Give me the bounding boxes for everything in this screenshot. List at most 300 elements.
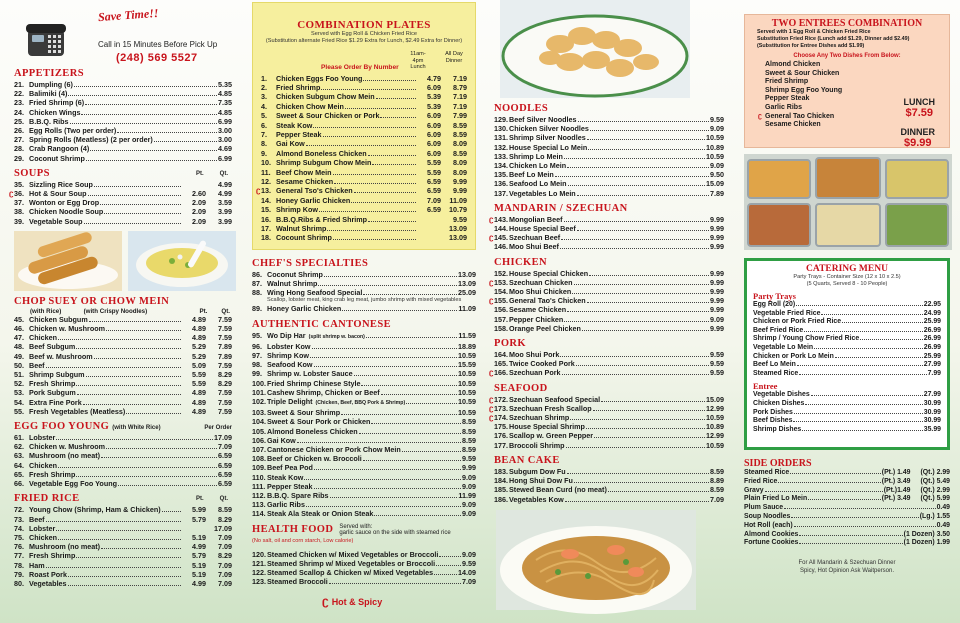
egg-foo-young-title: [14, 421, 232, 432]
item-number-text: 145.: [494, 233, 508, 243]
item-name: Beef: [29, 514, 45, 524]
menu-item: [494, 350, 724, 359]
item-number-text: 158.: [494, 323, 508, 333]
item-name: Walnut Shrimp: [267, 279, 318, 289]
item-name: Orange Peel Chicken: [509, 323, 581, 333]
dot-leader: [104, 213, 181, 214]
item-price: 9.99: [710, 296, 724, 306]
item-price: 10.59: [458, 378, 476, 388]
item-price-quart: 7.59: [218, 333, 232, 343]
item-number-text: 98.: [252, 360, 262, 370]
menu-item: [14, 479, 232, 488]
item-name: Dumpling (6): [29, 80, 73, 89]
item-number-text: 21.: [14, 80, 24, 89]
item-price: 10.59: [458, 408, 476, 418]
item-number-text: 78.: [14, 560, 24, 570]
dot-leader: [86, 376, 181, 377]
dot-leader: [363, 80, 416, 81]
item-number-text: 172.: [494, 394, 508, 404]
item-number-text: 7.: [261, 129, 267, 139]
dot-leader: [359, 433, 461, 434]
item-name: Seafood Lo Mein: [509, 179, 567, 189]
dot-leader: [81, 114, 217, 115]
lunch-price: $7.59: [905, 107, 934, 119]
item-number-text: 15.: [261, 205, 271, 215]
item-number-text: 174.: [494, 413, 508, 423]
menu-item: [261, 83, 467, 92]
combination-header: [261, 51, 467, 71]
item-name: Beef Chow Mein: [276, 167, 332, 177]
item-name: Seafood Kow: [267, 360, 313, 370]
item-number-text: 52.: [14, 379, 24, 389]
item-number-text: 100.: [252, 378, 266, 388]
item-price-quart: 4.99: [218, 179, 232, 189]
egg-rolls-photo: [14, 231, 122, 291]
item-name: Sesame Chicken: [509, 305, 567, 315]
menu-item: [261, 74, 467, 83]
menu-item: [14, 470, 232, 479]
menu-item: [14, 579, 232, 588]
item-price-quart: 7.59: [218, 388, 232, 398]
side-order-name: Soup Noodles: [744, 512, 791, 520]
item-price-pint: 5.19: [192, 532, 206, 542]
dot-leader: [118, 485, 217, 486]
item-price: 4.85: [218, 107, 232, 117]
item-name: Beef: [29, 360, 45, 370]
item-name: Balimiki (4): [29, 89, 68, 99]
menu-item: [489, 296, 724, 306]
health-title-text: HEALTH FOOD: [252, 523, 334, 535]
item-number: [14, 398, 29, 407]
menu-item: [494, 422, 724, 431]
item-price-dinner: 8.79: [453, 82, 467, 92]
item-name: House Special Chicken: [509, 268, 589, 278]
item-price: 9.50: [710, 170, 724, 180]
item-price-pint: 4.89: [192, 388, 206, 398]
dot-leader: [306, 145, 416, 146]
menu-item: [14, 398, 232, 407]
item-name: Szechuan Pork: [509, 368, 561, 378]
menu-item: [14, 333, 232, 342]
item-name: Shrimp w. Lobster Sauce: [267, 369, 353, 379]
item-price: 15.09: [706, 394, 724, 404]
dot-leader: [312, 348, 457, 349]
catering-item: [753, 310, 941, 319]
catering-trays-image: [744, 154, 952, 250]
item-number: [252, 397, 267, 406]
item-price-quart: 7.59: [218, 406, 232, 416]
side-order-name: Fried Rice: [744, 477, 778, 485]
item-number-text: 10.: [261, 158, 271, 168]
hot-pepper-icon: ʗ: [489, 394, 494, 404]
dinner-price: $9.99: [903, 137, 932, 149]
item-price-lunch: 5.59: [427, 158, 441, 168]
mandarin-list: [489, 214, 724, 252]
dot-leader: [372, 164, 416, 165]
dot-leader: [555, 176, 709, 177]
item-price-quart: 7.09: [218, 560, 232, 570]
item-number: [261, 233, 276, 242]
item-number: [252, 369, 267, 378]
item-number-text: 101.: [252, 387, 266, 397]
item-number: [489, 296, 509, 306]
item-name: Fried Shrimp Chinese Style: [267, 378, 361, 388]
dot-leader: [323, 136, 416, 137]
item-number-text: 14.: [261, 195, 271, 205]
item-number: [252, 379, 267, 388]
item-price-lunch: 6.59: [427, 205, 441, 215]
hot-spicy-label: Hot & Spicy: [331, 597, 383, 607]
menu-item: [489, 413, 724, 423]
item-name: Hong Shui Dow Fu: [509, 476, 573, 486]
item-name: Twice Cooked Pork: [509, 359, 575, 369]
item-price-dinner: 9.59: [453, 214, 467, 224]
catering-item-price: 22.95: [923, 301, 941, 308]
menu-item: [252, 445, 476, 454]
item-price: 9.99: [710, 277, 724, 287]
item-number-text: 79.: [14, 569, 24, 579]
catering-trays-photo: [744, 154, 952, 250]
party-trays-list: [753, 301, 941, 378]
item-price-pint: 2.09: [192, 216, 206, 226]
side-order-quart: (Qt.) 2.99: [920, 469, 950, 476]
item-number: [252, 436, 267, 445]
item-price: 9.09: [462, 472, 476, 482]
item-number: [494, 224, 509, 233]
menu-item: [252, 379, 476, 388]
menu-item: [14, 361, 232, 370]
catering-item-price: 30.99: [923, 399, 941, 407]
entree-choice: [751, 61, 943, 70]
menu-item: [14, 135, 232, 144]
fried-rice-title-text: FRIED RICE: [14, 493, 80, 505]
menu-item: [494, 476, 724, 485]
item-price-lunch: 5.59: [427, 167, 441, 177]
item-number-text: 122.: [252, 568, 266, 578]
item-price-pint: 5.59: [192, 370, 206, 380]
menu-item: [252, 360, 476, 369]
item-price: 9.99: [710, 233, 724, 243]
item-price-lunch: 7.09: [427, 195, 441, 205]
soups-col-qt: Qt.: [219, 170, 228, 177]
item-name: Steamed Scallop & Chicken w/ Mixed Vegetables: [267, 568, 434, 578]
noodles-list: [494, 115, 724, 198]
item-price-dinner: 7.19: [453, 92, 467, 102]
item-name: Gai Kow: [276, 139, 305, 149]
item-number-text: 111.: [252, 481, 266, 491]
item-number-text: 120.: [252, 549, 266, 559]
item-number: [489, 413, 509, 423]
item-price: 9.59: [462, 454, 476, 464]
two-entrees-title: TWO ENTREES COMBINATION: [771, 18, 923, 29]
item-number-text: 110.: [252, 472, 266, 482]
dot-leader: [313, 127, 416, 128]
item-name: Steak Ala Steak or Onion Steak: [267, 509, 374, 519]
item-price: 9.59: [710, 115, 724, 124]
item-price-quart: 8.29: [218, 370, 232, 380]
item-price-pint: 5.99: [192, 505, 206, 515]
two-entrees-list: [751, 61, 943, 130]
dot-leader: [380, 117, 416, 118]
item-number: [14, 479, 29, 488]
item-name: Beef Pea Pod: [267, 463, 313, 473]
item-price: 10.89: [706, 142, 724, 152]
side-order-quart: (1 Dozen) 1.99: [903, 539, 950, 547]
menu-item: [14, 524, 232, 533]
item-name: Fresh Vegetables (Meatless): [29, 406, 126, 416]
item-number: [261, 121, 276, 130]
item-price: 10.89: [706, 422, 724, 432]
side-order-quart: (Qt.) 5.99: [920, 495, 950, 503]
menu-item: [14, 98, 232, 107]
dot-leader: [797, 365, 923, 366]
item-number: [494, 124, 509, 133]
item-number: [252, 491, 267, 500]
spicy-footnote: [744, 560, 950, 575]
egg-foo-young-sub: (with White Rice): [112, 425, 161, 432]
item-number-text: 3.: [261, 92, 267, 102]
item-number: [252, 427, 267, 436]
menu-item: [252, 491, 476, 500]
item-name: Chicken Chow Mein: [276, 101, 344, 111]
item-detail: (Chicken, Beef, BBQ Pork & Shrimp): [315, 400, 406, 407]
dot-leader: [68, 585, 181, 586]
item-name: Cocount Shrimp: [276, 233, 332, 243]
hot-spicy-legend: [322, 594, 382, 608]
menu-item: [261, 102, 467, 111]
order-by-number-note: Please Order By Number: [321, 63, 399, 71]
item-number-text: 121.: [252, 558, 266, 568]
item-number: [261, 130, 276, 139]
item-price: 13.09: [458, 269, 476, 279]
dot-leader: [577, 195, 709, 196]
item-name: Sesame Chicken: [276, 176, 334, 186]
item-price-lunch: 5.39: [427, 101, 441, 111]
menu-item: [252, 427, 476, 436]
item-number: [261, 92, 276, 101]
hot-pepper-icon: ʗ: [489, 296, 494, 306]
catering-item-price: 26.99: [923, 343, 941, 351]
dot-leader: [576, 365, 709, 366]
menu-item: [252, 577, 476, 586]
dot-leader: [564, 158, 705, 159]
dinner-label: DINNER: [900, 127, 935, 137]
two-entrees-box: [744, 14, 950, 148]
item-price-lunch: 4.79: [427, 73, 441, 83]
entree-choice: [751, 70, 943, 79]
item-name: Almond Boneless Chicken: [267, 426, 358, 436]
item-name: B.B.Q. Spare Ribs: [267, 491, 329, 501]
menu-item: [14, 542, 232, 551]
item-name: Sweet & Sour Pork or Chicken: [267, 417, 371, 427]
item-number-text: 45.: [14, 314, 24, 324]
menu-item: [14, 207, 232, 216]
item-name: Extra Fine Pork: [29, 397, 82, 407]
item-number-text: 112.: [252, 491, 266, 501]
hot-pepper-icon: ʗ: [489, 277, 494, 287]
dot-leader: [58, 539, 181, 540]
item-price: 10.59: [706, 413, 724, 423]
order-phone-block: [14, 0, 232, 66]
item-price: 10.59: [706, 440, 724, 450]
item-price: 6.99: [218, 153, 232, 163]
item-number: [252, 550, 267, 559]
dot-leader: [574, 482, 709, 483]
item-number: [489, 233, 509, 243]
item-name: Almond Boneless Chicken: [276, 148, 367, 158]
dot-leader: [568, 185, 706, 186]
item-number-text: 165.: [494, 359, 508, 369]
item-name: Wonton or Egg Drop: [29, 198, 100, 208]
catering-sub1: Party Trays - Container Size (12 x 10 x 2.5): [793, 274, 901, 280]
menu-item: [261, 139, 467, 148]
item-price-dinner: 8.59: [453, 120, 467, 130]
item-number: [14, 379, 29, 388]
chefs-title: CHEF'S SPECIALTIES: [252, 257, 369, 269]
item-name: Chicken Eggs Foo Young: [276, 73, 363, 83]
menu-item: [14, 80, 232, 89]
dot-leader: [570, 419, 705, 420]
menu-item: [252, 369, 476, 378]
catering-item-name: Steamed Rice: [753, 369, 799, 377]
menu-item: [261, 177, 467, 186]
dot-leader: [327, 230, 416, 231]
item-number: [261, 149, 276, 158]
item-number-text: 87.: [252, 279, 262, 289]
menu-item: [261, 168, 467, 177]
item-number: [252, 388, 267, 397]
item-number: [14, 470, 29, 479]
catering-item-price: 27.99: [923, 361, 941, 369]
item-price: 9.09: [710, 124, 724, 134]
dot-leader: [799, 535, 902, 536]
side-order-quart: (Qt.) 5.49: [920, 477, 950, 485]
item-price: 6.59: [218, 460, 232, 470]
menu-item: [252, 568, 476, 577]
dot-leader: [566, 447, 705, 448]
item-number-text: 99.: [252, 369, 262, 379]
item-price-quart: 7.09: [218, 542, 232, 552]
catering-item-price: 24.99: [923, 309, 941, 317]
hot-pepper-icon: ʗ: [758, 112, 762, 120]
item-price-dinner: 8.59: [453, 129, 467, 139]
menu-item: [14, 352, 232, 361]
item-price: 11.09: [458, 304, 476, 314]
item-name: Vegetables: [29, 578, 67, 588]
lunch-price-tag: [904, 97, 936, 119]
catering-item-name: Chicken or Pork Lo Mein: [753, 352, 834, 360]
menu-item: [256, 186, 467, 196]
item-number-text: 54.: [14, 397, 24, 407]
item-name: Steamed Shrimp w/ Mixed Vegetables or Broccoli: [267, 558, 436, 568]
menu-item: [494, 324, 724, 333]
dot-leader: [368, 155, 416, 156]
column-2: [244, 0, 484, 623]
item-number-text: 2.: [261, 82, 267, 92]
item-price-quart: 17.09: [214, 523, 232, 533]
item-number-text: 130.: [494, 124, 508, 134]
item-number-text: 132.: [494, 142, 508, 152]
item-price: 6.59: [218, 479, 232, 489]
item-price-lunch: 6.09: [427, 120, 441, 130]
menu-item: [261, 215, 467, 224]
dot-leader: [560, 356, 709, 357]
item-price: 10.59: [458, 387, 476, 397]
item-number: [494, 476, 509, 485]
dot-leader: [297, 442, 461, 443]
item-number: [9, 189, 29, 199]
dot-leader: [101, 457, 217, 458]
item-number: [14, 505, 29, 514]
item-number: [489, 394, 509, 404]
item-name: Steamed Chicken w/ Mixed Vegetables or Broccoli: [267, 549, 439, 559]
item-name: Scallop w. Green Pepper: [509, 431, 594, 441]
item-number: [14, 342, 29, 351]
item-number: [14, 207, 29, 216]
item-name: Vegetable Soup: [29, 216, 83, 226]
egg-foo-young-col: Per Order: [204, 425, 232, 432]
catering-item-price: 7.99: [927, 369, 941, 377]
item-price: 15.09: [706, 179, 724, 189]
item-price: 6.99: [218, 116, 232, 126]
item-number: [494, 431, 509, 440]
dot-leader: [436, 565, 461, 566]
catering-item-price: 35.99: [923, 425, 941, 433]
item-number-text: 36.: [14, 189, 24, 199]
menu-item: [494, 305, 724, 314]
lunch-label: LUNCH: [903, 97, 935, 107]
dot-leader: [76, 348, 181, 349]
catering-item-price: 30.99: [923, 417, 941, 425]
item-name: Coconut Shrimp: [29, 153, 85, 163]
item-name: Wing Hong Seafood Special: [267, 288, 363, 298]
dot-leader: [321, 89, 416, 90]
menu-item: [252, 559, 476, 568]
item-number: [14, 388, 29, 397]
item-price-quart: 7.09: [218, 532, 232, 542]
item-name: Fresh Shrimp: [29, 379, 76, 389]
item-number: [14, 524, 29, 533]
item-name: Spring Rolls (Meatless) (2 per order): [29, 135, 153, 145]
item-name: Wo Dip Har: [267, 330, 306, 340]
dot-leader: [601, 401, 705, 402]
menu-item: [494, 124, 724, 133]
fried-rice-list: [14, 505, 232, 588]
dot-leader: [106, 330, 181, 331]
catering-item: [753, 353, 941, 362]
dot-leader: [811, 395, 923, 396]
dot-leader: [574, 284, 709, 285]
fried-shrimp-image: [500, 0, 690, 98]
item-price: 9.09: [710, 314, 724, 324]
column-1: [0, 0, 238, 623]
item-number: [14, 533, 29, 542]
menu-item: [261, 121, 467, 130]
item-number-text: 76.: [14, 542, 24, 552]
dot-leader: [587, 302, 709, 303]
item-price-pint: 5.29: [192, 351, 206, 361]
item-name: Egg Rolls (Two per order): [29, 126, 117, 136]
item-name: Sweet & Sour Shrimp: [267, 408, 341, 418]
item-number-text: 8.: [261, 139, 267, 149]
item-number-text: 164.: [494, 350, 508, 360]
item-price: 9.99: [710, 268, 724, 278]
combination-list: [256, 73, 467, 243]
menu-item: [14, 324, 232, 333]
side-order-item: [744, 487, 950, 496]
chop-suey-sub2: (with Crispy Noodles): [83, 307, 148, 315]
item-name: Moo Shui Chicken: [509, 287, 572, 297]
